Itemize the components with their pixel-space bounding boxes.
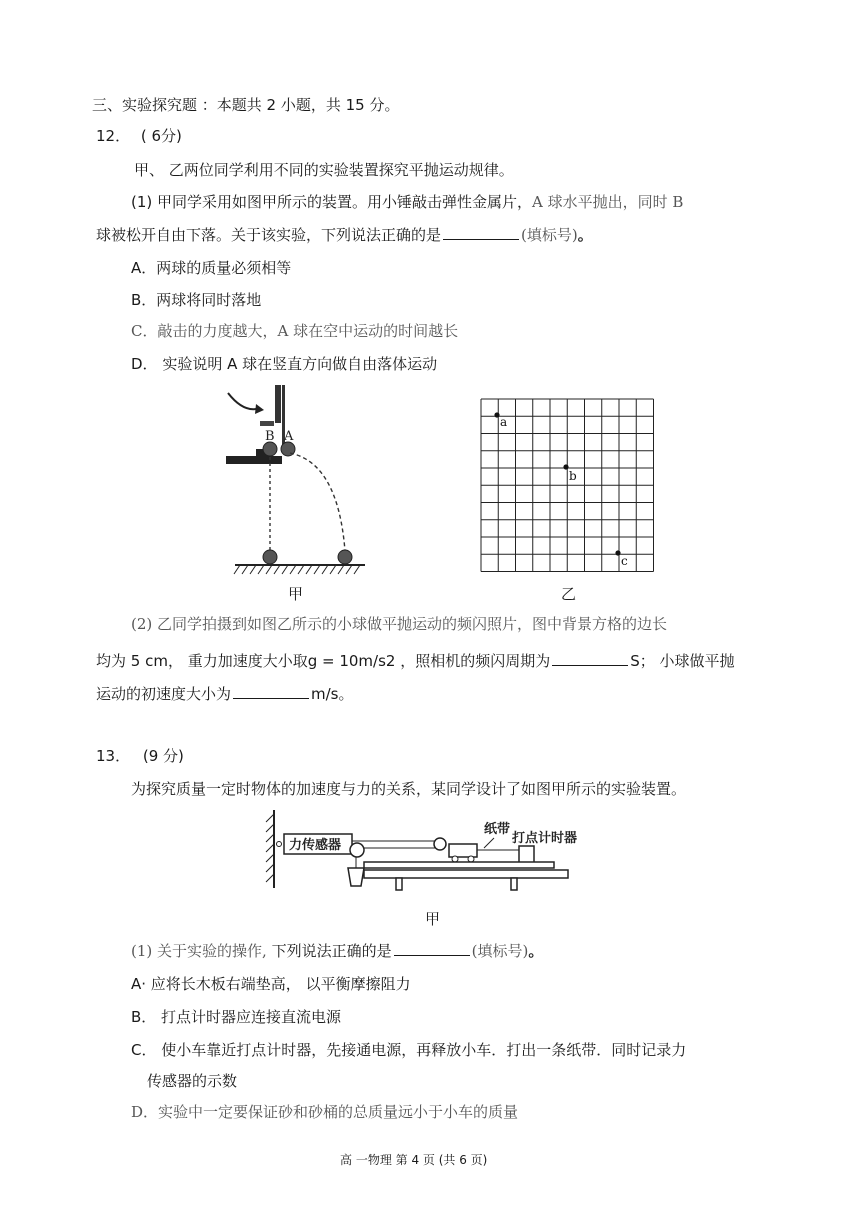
answer-blank-velocity[interactable] — [233, 684, 309, 699]
q12-number: 12． — [96, 127, 131, 145]
point-b — [563, 464, 568, 469]
answer-blank-period[interactable] — [552, 651, 628, 666]
q13-part1-lead: (1) 关于实验的操作, — [131, 942, 267, 960]
figure-yi-caption: 乙 — [561, 585, 577, 603]
section-title: 三、实验探究题 ：本题共 2 小题，共 15 分。 — [92, 96, 400, 114]
q12-part1-hint: (填标号) — [521, 226, 578, 244]
q13-figure-caption: 甲 — [425, 910, 441, 928]
q12-part2-line2-text: 均为 5 cm， 重力加速度大小取g = 10m/s2 ，照相机的频闪周期为 — [96, 652, 551, 670]
q12-part1-line1-text: (1) 甲同学采用如图甲所示的装置。用小锤敲击弹性金属片， — [131, 193, 533, 211]
q12-part2-line3-tail: m/s。 — [311, 685, 354, 703]
page-footer: 高 一物理 第 4 页 (共 6 页) — [340, 1153, 488, 1167]
label-point-c: c — [621, 554, 628, 568]
figure-q13-apparatus — [262, 808, 602, 908]
label-a: A — [284, 429, 294, 444]
q12-intro: 甲、 乙两位同学利用不同的实验装置探究平抛运动规律。 — [134, 161, 514, 179]
q12-part2-line3 — [96, 684, 354, 704]
q12-option-c: C．敲击的力度越大，A 球在空中运动的时间越长 — [131, 322, 459, 340]
answer-blank-q13[interactable] — [394, 941, 470, 956]
ball-b-landed — [263, 550, 277, 564]
q13-option-b: B． 打点计时器应连接直流电源 — [131, 1008, 342, 1026]
label-point-a: a — [500, 415, 508, 429]
q12-option-a: A．两球的质量必须相等 — [131, 259, 292, 277]
q12-points: ( 6分) — [140, 127, 182, 145]
table-top — [364, 870, 568, 878]
q12-part1-line1-serif: A 球水平抛出，同时 B — [532, 193, 684, 211]
q12-part2-line2-tail: S； 小球做平抛 — [630, 652, 735, 670]
q12-part1-line2: 球被松开自由下落。关于该实验，下列说法正确的是 (填标号)。 — [96, 226, 593, 244]
q12-part2-line3-text: 运动的初速度大小为 — [96, 685, 232, 703]
q13-option-c-cont: 传感器的示数 — [147, 1072, 238, 1090]
answer-blank[interactable] — [443, 225, 519, 240]
platform — [226, 456, 282, 464]
parabolic-path — [290, 453, 345, 551]
pulley-right — [434, 838, 446, 850]
apparatus-post — [275, 385, 281, 423]
q13-option-d: D．实验中一定要保证砂和砂桶的总质量远小于小车的质量 — [131, 1103, 519, 1121]
q13-intro: 为探究质量一定时物体的加速度与力的关系，某同学设计了如图甲所示的实验装置。 — [131, 780, 687, 798]
q13-header — [96, 746, 184, 766]
q12-option-b: B．两球将同时落地 — [131, 291, 262, 309]
q13-option-a: A· 应将长木板右端垫高， 以平衡摩擦阻力 — [131, 975, 411, 993]
q13-part1-text: 下列说法正确的是 — [271, 942, 392, 960]
q12-part1-line2-text: 球被松开自由下落。关于该实验，下列说法正确的是 — [96, 226, 442, 244]
q13-part1: (1) 关于实验的操作, 下列说法正确的是 (填标号)。 — [131, 942, 544, 960]
q13-option-c: C． 使小车靠近打点计时器，先接通电源，再释放小车．打出一条纸带．同时记录力 — [131, 1041, 687, 1059]
tape-label: 纸带 — [484, 822, 511, 837]
ball-a-landed — [338, 550, 352, 564]
sensor-label: 力传感器 — [289, 838, 342, 853]
pulley — [350, 843, 364, 857]
dot-timer — [519, 846, 534, 863]
label-point-b: b — [569, 469, 577, 483]
cart — [449, 844, 477, 857]
figure-yi-grid — [480, 398, 656, 574]
q13-part1-hint: (填标号) — [471, 942, 529, 960]
q13-points: (9 分) — [142, 747, 184, 765]
ball-b — [263, 442, 277, 456]
timer-label: 打点计时器 — [512, 831, 578, 846]
label-b: B — [265, 429, 275, 444]
sand-bucket — [348, 868, 364, 886]
q13-number: 13． — [96, 747, 131, 765]
figure-jia-apparatus — [220, 383, 370, 578]
q12-part2-line1: (2) 乙同学拍摄到如图乙所示的小球做平抛运动的频闪照片，图中背景方格的边长 — [131, 615, 668, 633]
hammer-head — [260, 421, 274, 426]
figure-jia-caption: 甲 — [288, 585, 304, 603]
point-a — [494, 412, 499, 417]
q12-option-d: D． 实验说明 A 球在竖直方向做自由落体运动 — [131, 355, 438, 373]
q12-part1-line1 — [131, 192, 683, 212]
arrow-icon — [228, 393, 256, 409]
q12-header — [96, 126, 182, 146]
q12-part2-line2 — [96, 651, 735, 671]
long-board — [364, 862, 554, 868]
point-c — [615, 550, 620, 555]
